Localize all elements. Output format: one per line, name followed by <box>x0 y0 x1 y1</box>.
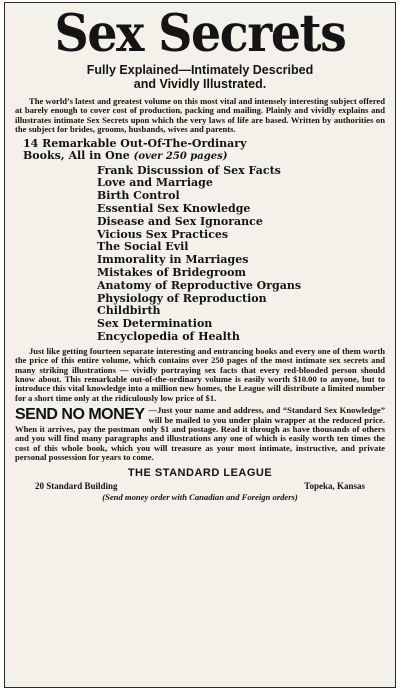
order-note: (Send money order with Canadian and Foreign orders) <box>102 491 298 502</box>
list-item: Vicious Sex Practices <box>97 227 229 241</box>
list-item: Encyclopedia of Health <box>97 329 240 343</box>
advertisement-page <box>4 2 396 688</box>
list-item: Immorality in Marriages <box>97 253 249 267</box>
address-right: Topeka, Kansas <box>304 480 365 491</box>
address-row <box>15 481 385 492</box>
list-item: Frank Discussion of Sex Facts <box>97 163 281 177</box>
list-item: Birth Control <box>97 189 180 203</box>
league-name: THE STANDARD LEAGUE <box>127 466 273 479</box>
topic-list <box>97 165 385 344</box>
subhead-line-2: and Vividly Illustrated. <box>133 77 267 91</box>
books-heading-line-1: 14 Remarkable Out-Of-The-Ordinary <box>23 136 247 150</box>
list-item: Love and Marriage <box>97 176 213 190</box>
list-item: The Social Evil <box>97 240 189 254</box>
books-heading-line-2: Books, All in One <box>23 149 130 163</box>
list-item: Childbirth <box>97 304 161 318</box>
intro-paragraph: The world’s latest and greatest volume on this most vital and intensely interesting subject offered at barely enough to cover cost of production, packing and mailing. Plainly and vividly explains and illustrates intimate Sex Secrets upon which the very laws of life are based. Written by authorities on the subject for brides, grooms, husbands, wives and parents. <box>15 96 385 135</box>
books-heading-line-2-wrap <box>23 150 385 164</box>
list-item: Anatomy of Reproductive Organs <box>97 278 302 292</box>
headline: Sex Secrets <box>54 4 346 64</box>
subhead-line-1: Fully Explained—Intimately Described <box>86 63 314 77</box>
list-item: Disease and Sex Ignorance <box>97 214 263 228</box>
send-no-money-block <box>15 406 385 462</box>
books-heading <box>23 138 385 164</box>
body-paragraph: Just like getting fourteen separate interesting and entrancing books and every one of them worth the price of this entire volume, which contains over 250 pages of the most intimate sex secrets and many striking illustrations — vividly portraying sex facts that every red-blooded person should know about. This remarkable out-of-the-ordinary volume is easily worth $10.00 to anyone, but to introduce this vital knowledge into a million new homes, the League will distribute a limited number for a short time only at the ridiculously low price of $1. <box>15 345 385 403</box>
list-item: Physiology of Reproduction <box>97 291 267 305</box>
books-heading-paren: (over 250 pages) <box>133 151 228 163</box>
list-item: Mistakes of Bridegroom <box>97 266 247 279</box>
send-no-money-text: —Just your name and address, and “Standard Sex Knowledge” will be mailed to you under plain wrapper at the reduced price. When it arrives, pay the postman only $1 and postage. Read it through as have thousands of others and you will find many paragraphs and illustrations any one of which is easily worth ten times the cost of this whole book, which you will treasure as your most intimate, instructive, and private personal possession for years to come. <box>15 405 385 463</box>
address-left: 20 Standard Building <box>35 480 118 491</box>
send-no-money-label: SEND NO MONEY <box>15 406 145 424</box>
list-item: Essential Sex Knowledge <box>97 202 251 216</box>
list-item: Sex Determination <box>97 317 213 331</box>
subhead <box>15 63 385 91</box>
